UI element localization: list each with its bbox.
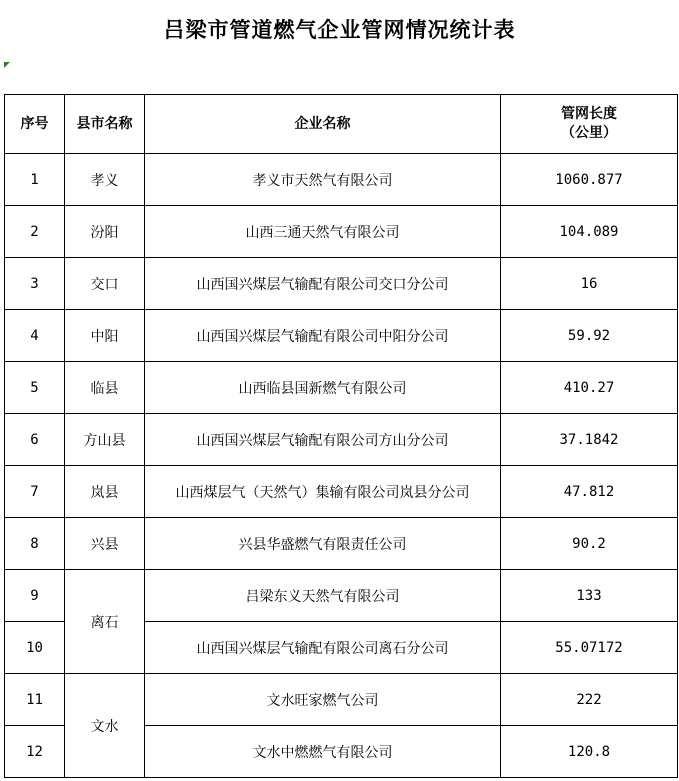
cell-comment-marker bbox=[4, 62, 10, 68]
row-index: 3 bbox=[5, 258, 65, 310]
row-company: 孝义市天然气有限公司 bbox=[145, 154, 501, 206]
row-index: 7 bbox=[5, 466, 65, 518]
table-row bbox=[5, 466, 678, 518]
row-index: 11 bbox=[5, 674, 65, 726]
table-row bbox=[5, 414, 678, 466]
row-length: 16 bbox=[501, 258, 678, 310]
row-company: 山西三通天然气有限公司 bbox=[145, 206, 501, 258]
row-county: 交口 bbox=[65, 258, 145, 310]
row-length: 120.8 bbox=[501, 726, 678, 778]
table-row bbox=[5, 518, 678, 570]
table-row bbox=[5, 154, 678, 206]
row-company: 山西国兴煤层气输配有限公司离石分公司 bbox=[145, 622, 501, 674]
row-county: 岚县 bbox=[65, 466, 145, 518]
table-row bbox=[5, 362, 678, 414]
row-company: 兴县华盛燃气有限责任公司 bbox=[145, 518, 501, 570]
row-length: 55.07172 bbox=[501, 622, 678, 674]
table-row bbox=[5, 258, 678, 310]
header-company: 企业名称 bbox=[145, 95, 501, 154]
row-county: 孝义 bbox=[65, 154, 145, 206]
row-length: 47.812 bbox=[501, 466, 678, 518]
row-length: 104.089 bbox=[501, 206, 678, 258]
row-company: 文水旺家燃气公司 bbox=[145, 674, 501, 726]
table-row bbox=[5, 674, 678, 726]
row-index: 10 bbox=[5, 622, 65, 674]
header-length bbox=[501, 95, 678, 154]
row-index: 8 bbox=[5, 518, 65, 570]
row-length: 90.2 bbox=[501, 518, 678, 570]
row-index: 12 bbox=[5, 726, 65, 778]
row-county-merged: 文水 bbox=[65, 674, 145, 778]
row-length: 222 bbox=[501, 674, 678, 726]
header-length-line1: 管网长度 bbox=[561, 106, 617, 122]
table-row bbox=[5, 570, 678, 622]
row-index: 2 bbox=[5, 206, 65, 258]
row-company: 山西煤层气（天然气）集输有限公司岚县分公司 bbox=[145, 466, 501, 518]
header-county: 县市名称 bbox=[65, 95, 145, 154]
row-index: 4 bbox=[5, 310, 65, 362]
row-length: 133 bbox=[501, 570, 678, 622]
table-row bbox=[5, 310, 678, 362]
row-county: 中阳 bbox=[65, 310, 145, 362]
row-length: 37.1842 bbox=[501, 414, 678, 466]
row-county: 临县 bbox=[65, 362, 145, 414]
row-county: 汾阳 bbox=[65, 206, 145, 258]
row-length: 59.92 bbox=[501, 310, 678, 362]
row-index: 6 bbox=[5, 414, 65, 466]
row-county-merged: 离石 bbox=[65, 570, 145, 674]
row-company: 文水中燃燃气有限公司 bbox=[145, 726, 501, 778]
row-county: 方山县 bbox=[65, 414, 145, 466]
row-company: 吕梁东义天然气有限公司 bbox=[145, 570, 501, 622]
table-header-row bbox=[5, 95, 678, 154]
row-index: 1 bbox=[5, 154, 65, 206]
row-county: 兴县 bbox=[65, 518, 145, 570]
row-company: 山西国兴煤层气输配有限公司方山分公司 bbox=[145, 414, 501, 466]
header-index: 序号 bbox=[5, 95, 65, 154]
gas-network-table bbox=[4, 94, 678, 778]
row-company: 山西国兴煤层气输配有限公司中阳分公司 bbox=[145, 310, 501, 362]
page-title: 吕梁市管道燃气企业管网情况统计表 bbox=[163, 18, 516, 42]
header-length-line2: （公里） bbox=[561, 125, 617, 141]
table-row bbox=[5, 206, 678, 258]
row-index: 5 bbox=[5, 362, 65, 414]
row-length: 410.27 bbox=[501, 362, 678, 414]
row-index: 9 bbox=[5, 570, 65, 622]
row-length: 1060.877 bbox=[501, 154, 678, 206]
row-company: 山西国兴煤层气输配有限公司交口分公司 bbox=[145, 258, 501, 310]
row-company: 山西临县国新燃气有限公司 bbox=[145, 362, 501, 414]
